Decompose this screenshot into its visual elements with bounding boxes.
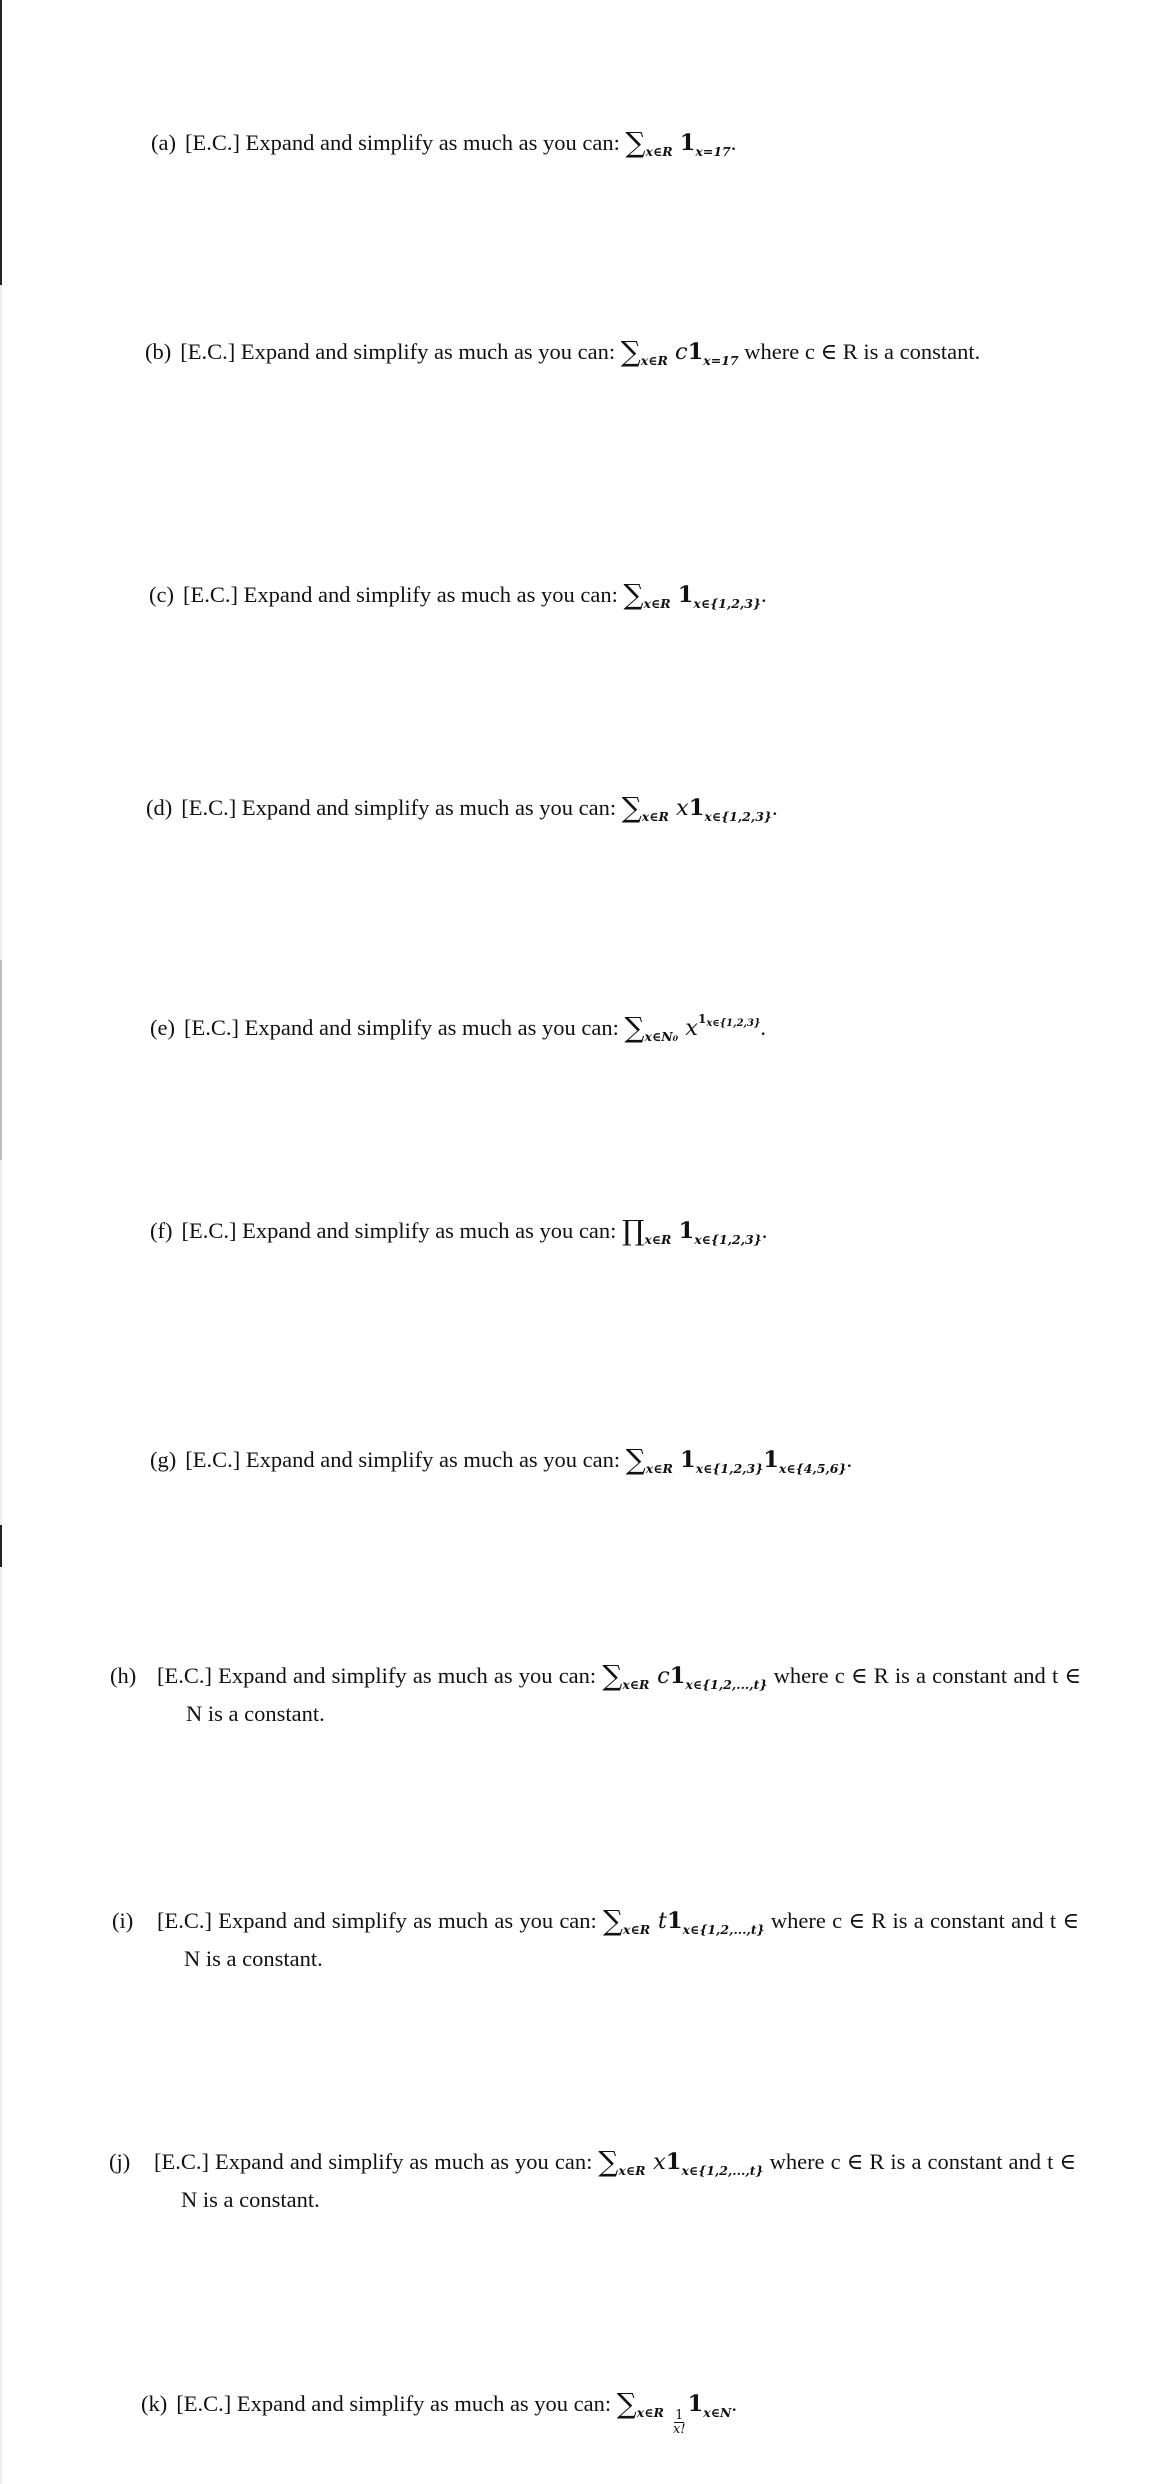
sum-symbol: ∑ (598, 2145, 619, 2178)
sum-index: x∈R (618, 2163, 646, 2178)
problem-label: (k) (141, 2391, 168, 2416)
indicator-condition: x∈{4,5,6} (778, 1461, 847, 1476)
indicator-symbol: 1 (666, 1908, 683, 1934)
factor-variable: c (657, 1663, 670, 1689)
problem-suffix: . (761, 1218, 768, 1243)
problem-prompt: [E.C.] Expand and simplify as much as you can: (157, 1908, 597, 1933)
sum-symbol: ∑ (616, 2387, 637, 2420)
problem-label: (g) (150, 1447, 177, 1472)
indicator-symbol: 1 (687, 339, 704, 365)
sum-symbol: ∑ (625, 126, 646, 159)
scan-edge-mark (0, 1525, 2, 1567)
math-expression (625, 126, 731, 159)
problem-suffix: . (760, 1015, 767, 1040)
sum-symbol: ∑ (620, 335, 641, 368)
sum-index: x∈R (643, 596, 671, 611)
product-symbol: ∏ (622, 1214, 645, 1247)
factor-variable: x (653, 2149, 666, 2175)
problem-prompt: [E.C.] Expand and simplify as much as you can: (183, 1015, 619, 1040)
problem-prompt: [E.C.] Expand and simplify as much as you can: (154, 2149, 593, 2174)
indicator-symbol: 1 (679, 130, 696, 156)
problem-label: (a) (151, 130, 176, 155)
scan-edge-hairline (0, 0, 2, 2484)
indicator-condition: x∈{1,2,3} (704, 809, 772, 824)
indicator-symbol: 1 (678, 1218, 695, 1244)
indicator-symbol: 1 (688, 795, 705, 821)
sum-symbol: ∑ (624, 1011, 645, 1044)
problem-suffix: . (731, 2391, 738, 2416)
sum-symbol: ∑ (603, 1904, 624, 1937)
problem-label: (d) (146, 795, 173, 820)
problem-j: (j) [E.C.] Expand and simplify as much as you can: $\sum_{x\in R}$ $x1_{x\in\{1,2,...,t\}}$ where c ∈ R is a constant and t ∈ N is a constant. (109, 2145, 1077, 2212)
sum-index: x∈R (645, 1461, 673, 1476)
math-expression (616, 2387, 732, 2437)
math-expression (622, 1214, 762, 1247)
problem-i: (i) [E.C.] Expand and simplify as much as you can: $\sum_{x\in R}$ $t1_{x\in\{1,2,...,t\}}$ where c ∈ R is a constant and t ∈ N is a constant. (112, 1904, 1080, 1971)
factor-variable: c (675, 339, 688, 365)
problem-suffix: . (730, 130, 737, 155)
problem-c (149, 580, 767, 618)
problem-suffix: where c ∈ R is a constant and t ∈ N is a constant. (184, 1908, 1080, 1971)
problem-prompt: [E.C.] Expand and simplify as much as you can: (184, 130, 620, 155)
math-expression (620, 335, 739, 368)
indicator-condition: x∈{1,2,...,t} (685, 1677, 768, 1692)
indicator-condition: x∈{1,2,3} (693, 596, 761, 611)
indicator-symbol: 1 (669, 1663, 686, 1689)
sum-symbol: ∑ (625, 1443, 646, 1476)
problem-d (146, 793, 778, 831)
problem-e (150, 1005, 766, 1051)
problem-g (150, 1445, 852, 1483)
problem-suffix: where c ∈ R is a constant and t ∈ N is a constant. (181, 2149, 1077, 2212)
indicator-symbol: 1 (680, 1447, 696, 1473)
power-base: x (685, 1015, 698, 1041)
math-expression (602, 1659, 768, 1692)
problem-suffix: where c ∈ R is a constant. (744, 339, 981, 364)
problem-a (151, 128, 736, 166)
indicator-condition: x=17 (695, 144, 731, 159)
indicator-symbol: 1 (763, 1447, 779, 1473)
indicator-condition: x∈{1,2,3} (694, 1232, 762, 1247)
fraction-numerator: 1 (675, 2408, 684, 2423)
problem-prompt: [E.C.] Expand and simplify as much as you can: (181, 795, 617, 820)
sum-index: x∈R (645, 144, 673, 159)
sum-index: x∈N₀ (644, 1029, 679, 1044)
fraction-denominator: x! (673, 2422, 686, 2437)
math-expression (624, 1011, 761, 1044)
indicator-condition: x∈{1,2,...,t} (682, 1922, 765, 1937)
indicator-condition: x∈{1,2,3} (695, 1461, 764, 1476)
indicator-condition: x∈{1,2,...,t} (681, 2163, 764, 2178)
indicator-condition: x∈{1,2,3} (706, 1018, 761, 1029)
problem-suffix: . (771, 795, 778, 820)
indicator-condition: x∈N (703, 2405, 732, 2420)
problem-label: (b) (145, 339, 172, 364)
math-expression (621, 791, 772, 824)
problem-prompt: [E.C.] Expand and simplify as much as you can: (180, 339, 616, 364)
problem-suffix: where c ∈ R is a constant and t ∈ N is a constant. (186, 1663, 1082, 1726)
scan-edge-mark (0, 960, 2, 1160)
math-expression (603, 1904, 765, 1937)
sum-index: x∈R (641, 809, 669, 824)
problem-label: (f) (150, 1218, 173, 1243)
sum-symbol: ∑ (621, 791, 642, 824)
problem-label: (e) (150, 1015, 175, 1040)
indicator-symbol: 1 (697, 1012, 707, 1026)
sum-symbol: ∑ (623, 578, 644, 611)
sum-index: x∈R (636, 2405, 664, 2420)
math-expression (625, 1443, 847, 1476)
problem-prompt: [E.C.] Expand and simplify as much as you can: (181, 1218, 617, 1243)
problem-prompt: [E.C.] Expand and simplify as much as you can: (185, 1447, 621, 1472)
problem-suffix: . (846, 1447, 853, 1472)
indicator-symbol: 1 (665, 2149, 682, 2175)
sum-index: x∈R (623, 1922, 651, 1937)
indicator-symbol: 1 (677, 582, 694, 608)
sum-symbol: ∑ (602, 1659, 623, 1692)
indicator-symbol: 1 (687, 2391, 704, 2417)
scan-edge-mark (0, 0, 2, 285)
problem-k (141, 2389, 737, 2436)
problem-h: (h) [E.C.] Expand and simplify as much as you can: $\sum_{x\in R}$ $c1_{x\in\{1,2,...,t\}}$ where c ∈ R is a constant and t ∈ N is a constant. (110, 1659, 1082, 1726)
sum-index: x∈R (622, 1677, 650, 1692)
indicator-condition: x=17 (703, 353, 739, 368)
problem-label: (c) (149, 582, 174, 607)
product-index: x∈R (644, 1232, 672, 1247)
factor-variable: x (676, 795, 689, 821)
math-expression (598, 2145, 764, 2178)
problem-suffix: . (761, 582, 767, 607)
sum-index: x∈R (640, 353, 668, 368)
fraction (673, 2409, 686, 2436)
problem-b (145, 337, 980, 375)
exponent (697, 1012, 761, 1029)
problem-prompt: [E.C.] Expand and simplify as much as you can: (176, 2391, 612, 2416)
problem-prompt: [E.C.] Expand and simplify as much as you can: (182, 582, 618, 607)
problem-f (150, 1216, 767, 1254)
factor-variable: t (657, 1908, 667, 1934)
problem-prompt: [E.C.] Expand and simplify as much as you can: (157, 1663, 597, 1688)
math-expression (623, 578, 761, 611)
